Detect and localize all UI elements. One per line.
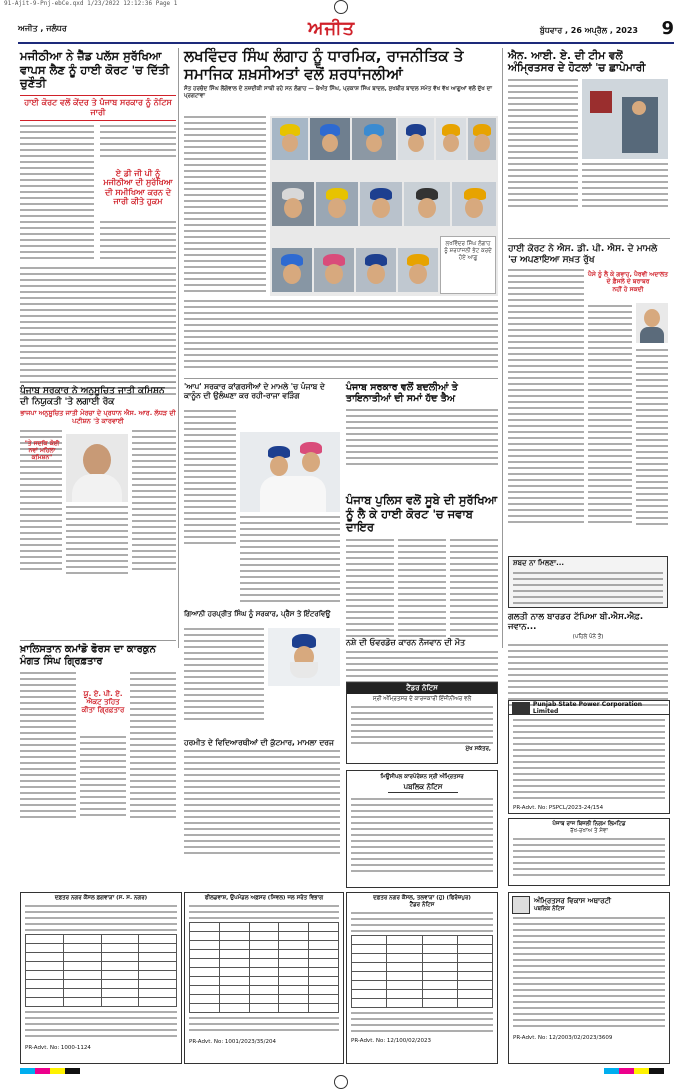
- edition-label: ਅਜੀਤ , ਜਲੰਧਰ: [18, 24, 67, 33]
- ad-org: Punjab State Power Corporation Limited: [532, 700, 643, 715]
- headline: ਗਿਆਨੀ ਹਰਪ੍ਰੀਤ ਸਿੰਘ ਨੂੰ ਸਰਕਾਰ, ਪ੍ਰੈੱਸ ਤੇ ਇੰਟਰਵਿਊ: [184, 610, 331, 618]
- ad-title: ਦਫ਼ਤਰ ਨਗਰ ਕੌਂਸਲ ਫ਼ਗਵਾੜਾ (ਸ. ਸ. ਨਗਰ): [54, 895, 148, 901]
- headline: ਹਰਮੀਤ ਦੇ ਵਿਦਿਆਰਥੀਆਂ ਦੀ ਕੁੱਟਮਾਰ, ਮਾਮਲਾ ਦਰਜ: [184, 738, 334, 747]
- giani-story: [184, 610, 340, 618]
- headline: ਗਲਤੀ ਨਾਲ ਬਾਰਡਰ ਟੱਪਿਆ ਬੀ.ਐਸ.ਐਫ਼. ਜਵਾਨ...: [508, 612, 644, 633]
- color-bar: [604, 1068, 664, 1074]
- sign-off: ਮੁੱਖ ਸਕੱਤਰ,: [465, 746, 491, 752]
- ad-title: ਫੀਲਡਵਾਸ਼, ਉਪਮੰਡਲ ਅਫ਼ਸਰ (ਸਿਵਲ) ਜਲ ਸਰੋਤ ਵਿਭਾਗ: [204, 895, 324, 901]
- kcf-arrest-story: [20, 644, 176, 822]
- tribute-photo-grid: [270, 116, 498, 296]
- ad-org: ਅੰਮ੍ਰਿਤਸਰ ਵਿਕਾਸ ਅਥਾਰਟੀ: [534, 897, 612, 905]
- shabad-box: [508, 556, 668, 608]
- ad-footer: PR-Advt. No: PSPCL/2023-24/154: [513, 805, 604, 811]
- page-header: [18, 18, 674, 44]
- ad-table: [189, 922, 339, 1013]
- pspcl-logo-icon: [512, 702, 530, 714]
- body-text: [20, 125, 94, 265]
- sdps-story: [508, 244, 668, 529]
- headline: ਹਾਈ ਕੋਰਟ ਨੇ ਐਸ. ਡੀ. ਪੀ. ਐਸ. ਦੇ ਮਾਮਲੇ 'ਚ ਅਪਣਾਇਆ ਸਖ਼ਤ ਰੁੱਖ: [508, 244, 658, 265]
- subheadline: ਹਾਈ ਕੋਰਟ ਵਲੋਂ ਕੇਂਦਰ ਤੇ ਪੰਜਾਬ ਸਰਕਾਰ ਨੂੰ ਨੋਟਿਸ ਜਾਰੀ: [20, 95, 176, 121]
- ad-title: ਟੈਂਡਰ ਨੋਟਿਸ: [347, 683, 497, 694]
- headline: ਨਸ਼ੇ ਦੀ ਓਵਰਡੋਜ਼ ਕਾਰਨ ਨੌਜਵਾਨ ਦੀ ਮੌਤ: [346, 638, 466, 647]
- pull-quote: ਏ ਡੀ ਜੀ ਪੀ ਨੂੰ ਮਜੀਠੀਆ ਦੀ ਸੁਰੱਖਿਆ ਦੀ ਸਮੀਖਿਆ ਕਰਨ ਦੇ ਜਾਰੀ ਕੀਤੇ ਹੁਕਮ: [103, 168, 173, 207]
- aap-story: [184, 382, 340, 400]
- masthead-logo: ਅਜੀਤ: [308, 18, 356, 39]
- registration-mark-icon: [334, 0, 348, 14]
- print-slug-line: 91-Ajit-9-Pnj-ebCe.qxd 1/23/2022 12:12:36 Page 1: [4, 0, 178, 7]
- ad-subtitle: ਟੈਂਡਰ ਨੋਟਿਸ: [409, 902, 435, 908]
- ad-table: [25, 934, 177, 1007]
- giani-photo: [268, 628, 340, 686]
- ad-footer: PR-Advt. No: 1000-1124: [25, 1045, 91, 1051]
- engineer-ad: [508, 818, 670, 886]
- amritsar-authority-ad: [508, 892, 670, 1064]
- ad-subtitle: ਪਬਲਿਕ ਨੋਟਿਸ: [534, 906, 565, 912]
- sc-commission-story: [20, 386, 176, 578]
- headline: ਮਜੀਠੀਆ ਨੇ ਜ਼ੈੱਡ ਪਲੱਸ ਸੁਰੱਖਿਆ ਵਾਪਸ ਲੈਣ ਨੂੰ ਹਾਈ ਕੋਰਟ 'ਚ ਦਿੱਤੀ ਚੁਣੌਤੀ: [20, 49, 170, 91]
- langah-story: [184, 48, 498, 100]
- continued-from: (ਪਹਿਲੇ ਪੰਨੇ ਤੋਂ): [572, 634, 604, 641]
- headline: ਖ਼ਾਲਿਸਤਾਨ ਕਮਾਂਡੋ ਫੋਰਸ ਦਾ ਕਾਰਕੁਨ ਮੰਗਤ ਸਿੰਘ ਗ੍ਰਿਫ਼ਤਾਰ: [20, 644, 156, 667]
- page-number: 9: [661, 18, 674, 39]
- ad-footer: PR-Advt. No: 12/2003/02/2023/3609: [513, 1035, 613, 1041]
- ad-subtitle: ਸ੍ਰੀ ਅੰਮ੍ਰਿਤਸਰ ਦੇ ਕਾਰਜਕਾਰੀ ਇੰਜੀਨੀਅਰ ਵਲੋਂ: [372, 696, 472, 702]
- ad-title: ਦਫ਼ਤਰ ਨਗਰ ਕੌਂਸਲ, ਤਲਵਾੜਾ (ਹੁ) (ਫਿਰੋਜ਼ਪੁਰ): [373, 895, 471, 901]
- ad-org: ਮਿਊਂਸੀਪਲ ਕਾਰਪੋਰੇਸ਼ਨ ਸ੍ਰੀ ਅੰਮ੍ਰਿਤਸਰ: [380, 774, 464, 780]
- pull-quote: ਪੈਸੇ ਨੂੰ ਲੈ ਕੇ ਗਵਾਹ, ਪੈਰਵੀ ਅਦਾਲਤ ਦੇ ਫ਼ੈਸਲੇ ਦੇ ਬਰਾਬਰ: [588, 271, 668, 286]
- headline: ਪੰਜਾਬ ਪੁਲਿਸ ਵਲੋਂ ਸੂਬੇ ਦੀ ਸੁਰੱਖਿਆ ਨੂੰ ਲੈ ਕੇ ਹਾਈ ਕੋਰਟ 'ਚ ਜਵਾਬ ਦਾਇਰ: [346, 493, 498, 535]
- pspcl-ad: [508, 700, 670, 814]
- subheadline: ਭਾਜਪਾ ਅਨੁਸੂਚਿਤ ਜਾਤੀ ਮੋਰਚਾ ਦੇ ਪ੍ਰਧਾਨ ਐਸ. ਆਰ. ਲੱਧੜ ਦੀ ਪਟੀਸ਼ਨ 'ਤੇ ਕਾਰਵਾਈ: [20, 409, 176, 426]
- mjithia-story: [20, 50, 176, 402]
- person-photo: [636, 303, 668, 343]
- tender-notice-ad: [346, 682, 498, 764]
- public-notice-ad: [346, 770, 498, 888]
- pull-quote: ਯੂ. ਏ. ਪੀ. ਏ. ਐਕਟ ਤਹਿਤ ਕੀਤਾ ਗ੍ਰਿਫ਼ਤਾਰ: [81, 689, 125, 715]
- color-bar: [20, 1068, 80, 1074]
- ad-title: ਪਬਲਿਕ ਨੋਟਿਸ: [388, 783, 458, 793]
- ad-footer: PR-Advt. No: 12/100/02/2023: [351, 1038, 431, 1044]
- ad-subtitle: ਰੱਖ-ਰਖਾਅ ਤੇ ਸੇਵਾ: [570, 828, 608, 834]
- police-story: [346, 494, 498, 643]
- subheadline: ਸੰਤ ਹਰਚੰਦ ਸਿੰਘ ਲੌਂਗੋਵਾਲ ਦੇ ਨਜ਼ਦੀਕੀ ਸਾਥੀ ਰਹੇ ਸਨ ਲੰਗਾਹ — ਬੇਅੰਤ ਸਿੰਘ, ਪ੍ਰਕਾਸ਼ ਸਿੰਘ ਬਾਦਲ, ਸੁਖਬੀਰ ਬਾਦਲ ਸਮੇਤ ਵੱਖ ਵੱਖ ਆਗੂਆਂ ਵਲੋਂ ਦੁੱਖ ਦਾ ਪ੍ਰਗਟਾਵਾ: [184, 86, 492, 100]
- registration-mark-icon: [334, 1075, 348, 1089]
- harmeet-story: [184, 738, 340, 860]
- body-text: [184, 116, 266, 296]
- headline: ਪੰਜਾਬ ਸਰਕਾਰ ਵਲੋਂ ਬਦਲੀਆਂ ਤੇ ਤਾਇਨਾਤੀਆਂ ਦੀ ਸਮਾਂ ਹੱਦ ਤੈਅ: [346, 382, 458, 405]
- headline: ਪੰਜਾਬ ਸਰਕਾਰ ਨੇ ਅਨੁਸੂਚਿਤ ਜਾਤੀ ਕਮਿਸ਼ਨ ਦੀ ਨਿਯੁਕਤੀ 'ਤੇ ਲਗਾਈ ਰੋਕ: [20, 386, 165, 407]
- issue-date: ਬੁੱਧਵਾਰ , 26 ਅਪ੍ਰੈਲ , 2023: [539, 26, 638, 35]
- bsf-story: [508, 612, 668, 708]
- portrait-photo: [66, 434, 128, 502]
- inset-quote: "ਤੇ ਜਦਕਿ ਕੋਈ ਨਵਾਂ ਮਹਿਲਾ ਕਮਿਸ਼ਨ": [24, 439, 60, 462]
- ad-org: ਪੰਜਾਬ ਰਾਜ ਬਿਜਲੀ ਨਿਗਮ ਲਿਮਟਿਡ: [552, 821, 626, 827]
- overdose-story: [346, 638, 498, 685]
- headline: ਲਖਵਿੰਦਰ ਸਿੰਘ ਲੰਗਾਹ ਨੂੰ ਧਾਰਮਿਕ, ਰਾਜਨੀਤਿਕ ਤੇ ਸਮਾਜਿਕ ਸ਼ਖ਼ਸੀਅਤਾਂ ਵਲੋਂ ਸ਼ਰਧਾਂਜਲੀਆਂ: [184, 47, 464, 83]
- headline: ਐਨ. ਆਈ. ਏ. ਦੀ ਟੀਮ ਵਲੋਂ ਅੰਮ੍ਰਿਤਸਰ ਦੇ ਹੋਟਲਾਂ 'ਚ ਛਾਪੇਮਾਰੀ: [508, 50, 646, 75]
- pull-quote-line-2: ਨਹੀਂ ਹੋ ਸਕਦੀ: [612, 285, 644, 293]
- headline: 'ਆਪ' ਸਰਕਾਰ ਕਾਂਗਰਸੀਆਂ ਦੇ ਮਾਮਲੇ 'ਚ ਪੰਜਾਬ ਦੇ ਕਾਨੂੰਨ ਦੀ ਉਲੰਘਣਾ ਕਰ ਰਹੀ-ਰਾਜਾ ਵੜਿੰਗ: [184, 382, 325, 400]
- ad-footer: PR-Advt. No: 1001/2023/35/204: [189, 1039, 276, 1045]
- ad-table: [351, 935, 493, 1008]
- press-conference-photo: [240, 432, 340, 512]
- transfer-story: [346, 382, 498, 467]
- authority-emblem-icon: [512, 896, 530, 914]
- box-title: ਸ਼ਬਦ ਨਾ ਮਿਲਣਾ...: [513, 559, 565, 567]
- hotel-raid-photo: [582, 79, 668, 159]
- water-resources-ad: [184, 892, 344, 1064]
- photo-caption: ਲਖਵਿੰਦਰ ਸਿੰਘ ਲੰਗਾਹ ਨੂੰ ਸ਼ਰਧਾਂਜਲੀ ਭੇਟ ਕਰਦੇ ਹੋਏ ਆਗੂ: [444, 241, 492, 261]
- talwara-council-ad: [346, 892, 498, 1064]
- nagar-council-ad: [20, 892, 182, 1064]
- nia-story: [508, 50, 668, 213]
